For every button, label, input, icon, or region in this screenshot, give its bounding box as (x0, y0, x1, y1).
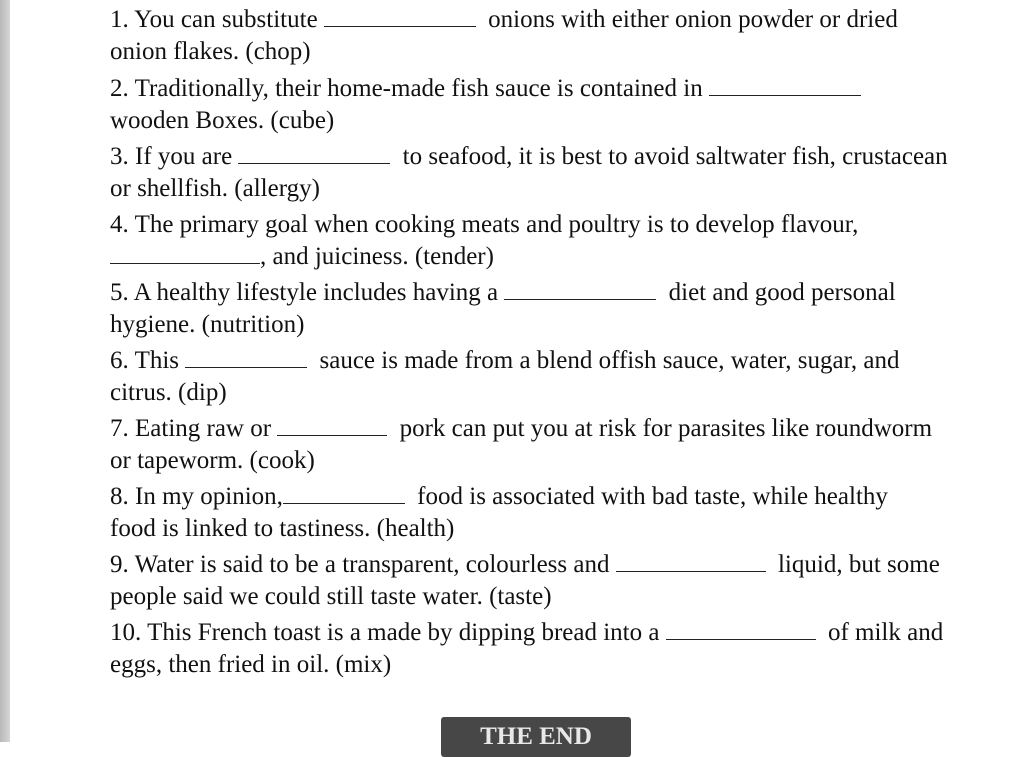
item-number: 7. (110, 415, 129, 442)
item-text: A healthy lifestyle includes having a (133, 279, 499, 306)
item-10-line-1 (110, 617, 943, 649)
item-number: 9. (110, 551, 129, 578)
item-number: 4. (110, 211, 129, 238)
item-5-line-2: hygiene. (nutrition) (110, 311, 305, 338)
item-text: You can substitute (134, 6, 318, 33)
item-number: 5. (110, 279, 129, 306)
item-3-line-2: or shellfish. (allergy) (110, 175, 320, 202)
item-text: Traditionally, their home-made fish sauce is contained in (134, 75, 703, 102)
item-text: liquid, but some (777, 551, 940, 578)
answer-blank-1[interactable] (324, 6, 476, 27)
item-7-line-2: or tapeworm. (cook) (110, 447, 315, 474)
item-number: 3. (110, 143, 129, 170)
item-6-line-2: citrus. (dip) (110, 379, 227, 406)
item-text: This (134, 347, 180, 374)
item-1-line-2: onion flakes. (chop) (110, 38, 311, 65)
item-4-line-1 (110, 209, 858, 241)
item-number: 8. (110, 483, 129, 510)
item-text: diet and good personal (668, 279, 896, 306)
answer-blank-5[interactable] (504, 279, 656, 300)
answer-blank-9[interactable] (616, 551, 766, 572)
answer-blank-6[interactable] (185, 347, 307, 368)
item-number: 6. (110, 347, 129, 374)
item-9-line-1 (110, 549, 940, 581)
item-text: of milk and (827, 619, 944, 646)
item-8-line-1 (110, 481, 888, 513)
item-6-line-1 (110, 345, 899, 377)
item-text: to seafood, it is best to avoid saltwater fish, crustacean (402, 143, 948, 170)
item-text: , and juiciness. (tender) (260, 243, 494, 270)
item-text: pork can put you at risk for parasites like roundworm (399, 415, 933, 442)
answer-blank-7[interactable] (277, 415, 387, 436)
answer-blank-3[interactable] (238, 143, 390, 164)
item-2-line-2: wooden Boxes. (cube) (110, 107, 335, 134)
item-4-line-2 (110, 241, 494, 273)
item-1-line-1 (110, 4, 898, 36)
item-text: This French toast is a made by dipping bread into a (147, 619, 660, 646)
the-end-banner: THE END (441, 717, 631, 757)
item-10-line-2: eggs, then fried in oil. (mix) (110, 651, 392, 678)
item-2-line-1 (110, 73, 867, 105)
item-5-line-1 (110, 277, 896, 309)
item-number: 10. (110, 619, 142, 646)
item-number: 2. (110, 75, 129, 102)
item-text: food is associated with bad taste, while healthy (417, 483, 888, 510)
item-text: Water is said to be a transparent, colourless and (134, 551, 610, 578)
item-text: In my opinion, (135, 483, 283, 510)
answer-blank-10[interactable] (666, 619, 816, 640)
item-text: onions with either onion powder or dried (488, 6, 898, 33)
item-number: 1. (110, 6, 129, 33)
item-text: The primary goal when cooking meats and poultry is to develop flavour, (134, 211, 859, 238)
item-text: If you are (135, 143, 233, 170)
answer-blank-8[interactable] (283, 483, 405, 504)
item-text: sauce is made from a blend offish sauce, water, sugar, and (319, 347, 900, 374)
answer-blank-4[interactable] (110, 243, 260, 264)
item-9-line-2: people said we could still taste water. (taste) (110, 583, 552, 610)
item-3-line-1 (110, 141, 948, 173)
item-text: Eating raw or (135, 415, 272, 442)
answer-blank-2[interactable] (709, 75, 861, 96)
item-7-line-1 (110, 413, 932, 445)
item-8-line-2: food is linked to tastiness. (health) (110, 515, 455, 542)
